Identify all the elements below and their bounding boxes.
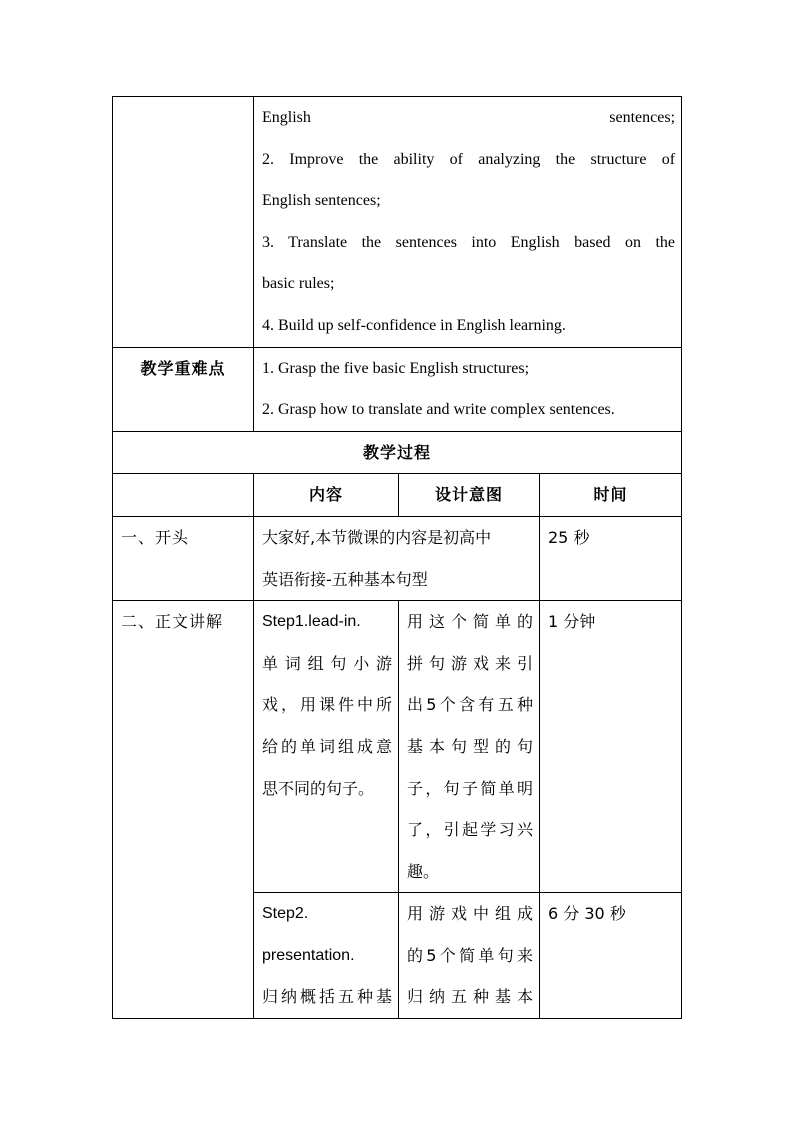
objectives-cell bbox=[254, 97, 682, 348]
step2-intent-line: 归纳五种基本 bbox=[407, 987, 533, 1007]
header-time: 时间 bbox=[540, 474, 682, 517]
key-point-line: 1. Grasp the five basic English structures; bbox=[262, 359, 530, 377]
header-empty-cell bbox=[113, 474, 254, 517]
process-header-row bbox=[113, 474, 682, 517]
step2-content-line: 归纳概括五种基 bbox=[262, 987, 392, 1007]
step2-time: 6 分 30 秒 bbox=[540, 893, 682, 1019]
step2-intent bbox=[399, 893, 540, 1019]
opening-label: 一、开头 bbox=[113, 516, 254, 600]
key-points-label: 教学重难点 bbox=[113, 347, 254, 431]
step2-content bbox=[254, 893, 399, 1019]
header-content: 内容 bbox=[254, 474, 399, 517]
step1-intent-line: 了，引起学习兴 bbox=[407, 820, 533, 840]
step1-intent-line: 用这个简单的 bbox=[407, 612, 533, 632]
step1-intent-line: 拼句游戏来引 bbox=[407, 653, 533, 673]
lesson-plan-table bbox=[112, 96, 682, 1019]
step2-intent-line: 的5个简单句来 bbox=[407, 945, 533, 965]
opening-content-line: 英语衔接-五种基本句型 bbox=[262, 569, 428, 589]
step1-content-line: 单词组句小游 bbox=[262, 653, 392, 673]
objective-line: 3. Translate the sentences into English based on the bbox=[262, 233, 676, 251]
objective-line: English sentences; bbox=[262, 192, 381, 210]
key-points-row bbox=[113, 347, 682, 431]
opening-time: 25 秒 bbox=[540, 516, 682, 600]
main-label: 二、正文讲解 bbox=[113, 601, 254, 1019]
objective-line: 2. Improve the ability of analyzing the structure of bbox=[262, 150, 676, 168]
objective-line: basic rules; bbox=[262, 275, 335, 293]
objective-line: English sentences; bbox=[262, 109, 676, 126]
objectives-row bbox=[113, 97, 682, 348]
step1-content bbox=[254, 601, 399, 893]
step2-content-line: Step2. bbox=[262, 905, 309, 923]
step2-intent-line: 用游戏中组成 bbox=[407, 904, 533, 924]
step1-intent-line: 趣。 bbox=[407, 861, 440, 881]
opening-row bbox=[113, 516, 682, 600]
key-points-cell bbox=[254, 347, 682, 431]
step2-content-line: presentation. bbox=[262, 946, 355, 964]
process-title: 教学过程 bbox=[113, 431, 682, 474]
opening-content bbox=[254, 516, 540, 600]
step1-time: 1 分钟 bbox=[540, 601, 682, 893]
step1-content-line: Step1.lead-in. bbox=[262, 613, 361, 631]
step1-intent-line: 基本句型的句 bbox=[407, 736, 533, 756]
step1-content-line: 思不同的句子。 bbox=[262, 778, 375, 798]
header-intent: 设计意图 bbox=[399, 474, 540, 517]
key-point-line: 2. Grasp how to translate and write complex sentences. bbox=[262, 401, 615, 419]
opening-content-line: 大家好,本节微课的内容是初高中 bbox=[262, 527, 492, 547]
step1-row bbox=[113, 601, 682, 893]
step1-intent bbox=[399, 601, 540, 893]
step1-intent-line: 出5个含有五种 bbox=[407, 695, 533, 715]
step1-content-line: 给的单词组成意 bbox=[262, 736, 392, 756]
process-title-row bbox=[113, 431, 682, 474]
objective-line: 4. Build up self-confidence in English learning. bbox=[262, 316, 566, 334]
step1-content-line: 戏，用课件中所 bbox=[262, 695, 392, 715]
objectives-label-cell bbox=[113, 97, 254, 348]
step1-intent-line: 子，句子简单明 bbox=[407, 778, 533, 798]
